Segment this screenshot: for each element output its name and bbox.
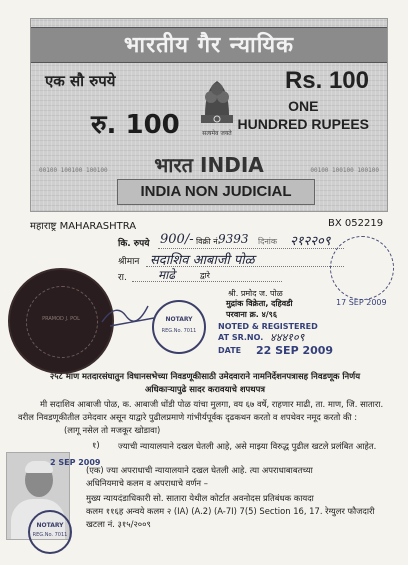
ki-rupaye-label: कि. रुपये <box>118 239 150 249</box>
item-k-line3: मुख्य न्यायदंडाधिकारी सो. सातारा येथील कोर्टात अवनोदस प्रतिबंधक कायदा <box>86 493 314 503</box>
date-stamp-17: 17 SEP 2009 <box>336 298 387 307</box>
line-shriman <box>146 266 344 267</box>
stamp-one: ONE <box>288 98 319 114</box>
dware-label: द्वारे <box>200 271 210 280</box>
affidavit-para2: (लागू नसेल तो मजकूर खोडावा) <box>64 425 161 435</box>
affidavit-para1: मी सदाशिव आबाजी पोळ, क. आबाजी धोंडी पोळ यांचा मुलगा, वय ६७ वर्षे, राहणार माढी, ता. माण, जि. सातारा. वरील निवडणूकीतील उमेदवार असून याद्वारे पुढीलप्रमाणे गांभीर्यपूर्वक दृढकथन करतो व शपथेवर नमूद करतो की : <box>18 399 384 422</box>
affidavit-heading: २५८ माण मतदारसंघातुन विधानसभेच्या निवडणूकीसाठी उमेदवाराने नामनिर्देशनपत्रासह निवडणूक निर्णय अधिकाऱ्यापुढे सादर करावयाचे शपथपत्र <box>49 371 361 394</box>
stamp-bharat-india: भारत INDIA <box>154 153 264 177</box>
red-seal-inner-ring <box>26 286 98 358</box>
vendor-name: श्री. प्रमोद ज. पोळ <box>228 289 283 298</box>
stamp-india-non-judicial: INDIA NON JUDICIAL <box>117 179 315 205</box>
notary-seal-bottom-reg: REG.No. 7011 <box>32 532 68 538</box>
item-k-line2: अधिनियमाचे कलम व अपराधाचे वर्णन – <box>86 478 208 488</box>
stamp-serial: BX 052219 <box>328 218 384 229</box>
vendor-title: मुद्रांक विक्रेता, दहिवडी <box>226 299 293 308</box>
date-label: DATE <box>218 346 242 355</box>
ra-label: रा. <box>118 273 127 283</box>
vikri-label: विक्री नं. <box>196 237 221 246</box>
at-sr-value: ४४४१०९ <box>270 331 305 344</box>
stamp-hundred-rupees: HUNDRED RUPEES <box>237 116 369 132</box>
item-k-line1: (एक) ज्या अपराधाची न्यायालयाने दखल घेतली आहे. त्या अपराधाबाबतच्या <box>86 465 313 475</box>
item-k-line5: खटला नं. ३१५/२००९ <box>86 519 151 529</box>
item-k-line4: कलम ११६ह अन्वये कलम २ (IA) (A.2) (A-7I) 7(5) Section 16, 17. रेग्युलर फौजदारी <box>86 506 375 516</box>
notary-seal-reg: REG.No. 7011 <box>161 328 197 334</box>
shriman-label: श्रीमान <box>118 257 140 267</box>
emblem-caption: सत्यमेव जयते <box>202 130 232 137</box>
line-ra <box>132 281 282 282</box>
non-judicial-stamp <box>30 18 388 212</box>
date-value: 22 SEP 2009 <box>256 344 334 357</box>
item1-text: ज्याची न्यायालयाने दखल घेतली आहे, असे माझ्या विरुद्ध पुढील खटले प्रलंबित आहेत. <box>118 441 377 451</box>
sep-stamp: 2 SEP 2009 <box>50 458 101 467</box>
photo-hair <box>25 461 53 473</box>
vikri-value: 9393 <box>218 232 249 246</box>
at-sr-label: AT SR.NO. <box>218 333 264 342</box>
notary-seal <box>152 300 206 354</box>
stamp-rs-amount: Rs. 100 <box>284 67 369 94</box>
signature-mark-icon <box>98 296 160 332</box>
notary-seal-label: NOTARY <box>165 316 193 323</box>
stamp-microtext-left: 00100 100100 100100 <box>39 167 108 174</box>
ki-rupaye-value: 900/- <box>160 232 194 247</box>
red-seal-text: PRAMOD J. POL <box>42 316 80 322</box>
item1-number: १) <box>92 440 100 450</box>
stamp-hindi-title: भारतीय गैर न्यायिक <box>123 32 295 58</box>
stamp-microtext-right: 00100 100100 100100 <box>310 167 379 174</box>
noted-registered: NOTED & REGISTERED <box>218 322 318 331</box>
stamp-ek-sau: एक सौ रुपये <box>45 72 116 90</box>
round-office-stamp <box>330 236 394 300</box>
notary-seal-bottom-label: NOTARY <box>36 522 64 529</box>
dinank-value: २१२२०९ <box>290 234 331 249</box>
ra-value: माढे <box>158 268 176 282</box>
dinank-label: दिनांक <box>258 237 277 246</box>
stamp-one-hundred <box>238 97 369 133</box>
notary-seal-bottom <box>28 510 72 554</box>
line-rupaye <box>158 248 344 249</box>
ashoka-emblem-icon <box>197 71 237 143</box>
vendor-license: परवाना क्र. ४/९६ <box>226 310 278 319</box>
shriman-value: सदाशिव आबाजी पोळ <box>150 253 255 268</box>
state-label: महाराष्ट्र MAHARASHTRA <box>30 221 137 232</box>
stamp-ru-amount: रु. 100 <box>91 110 180 140</box>
